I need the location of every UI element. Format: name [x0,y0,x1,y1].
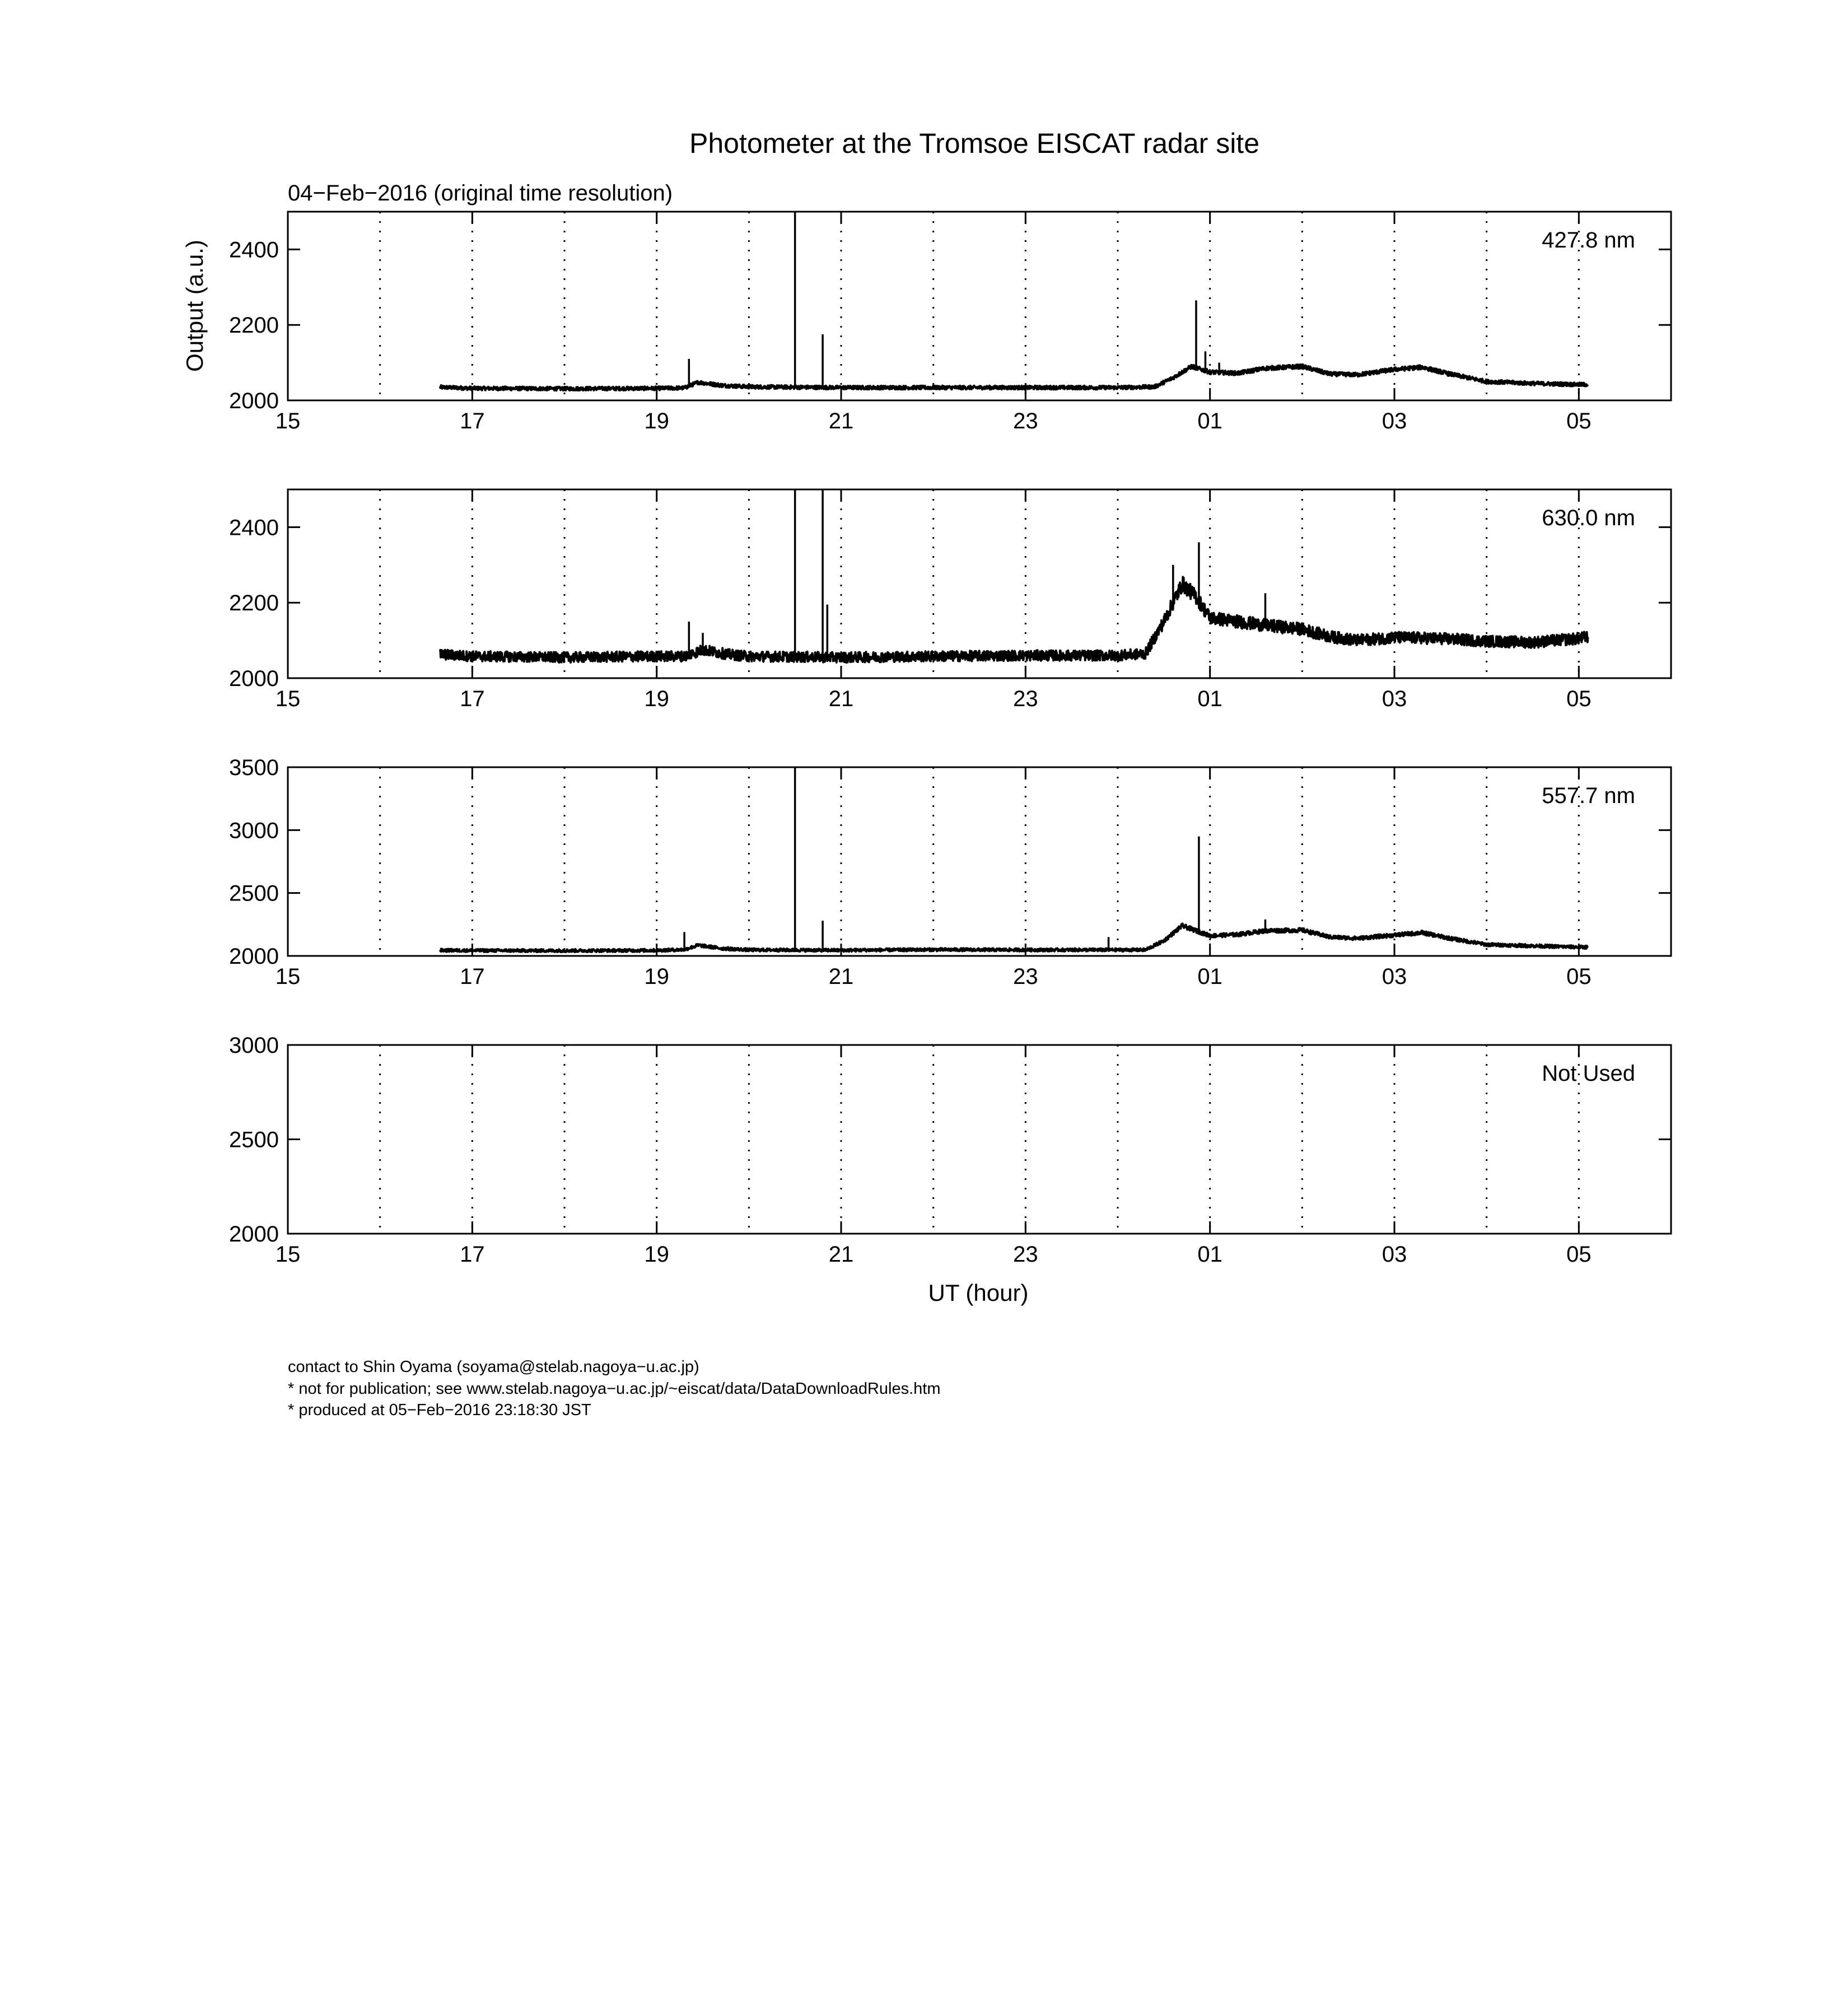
x-tick-label: 17 [460,964,485,989]
panel-frame [288,1045,1671,1234]
footer-produced-at: * produced at 05−Feb−2016 23:18:30 JST [288,1401,591,1419]
x-tick-label: 03 [1382,964,1407,989]
x-tick-label: 03 [1382,409,1407,433]
panel-label: Not Used [1542,1061,1635,1086]
chart-title: Photometer at the Tromsoe EISCAT radar site [689,128,1260,159]
y-tick-label: 2000 [229,666,279,691]
y-tick-label: 3000 [229,818,279,843]
panel-frame [288,767,1671,956]
y-tick-label: 2200 [229,313,279,338]
panel-4 [229,1033,1671,1267]
data-trace [440,577,1588,662]
x-tick-label: 21 [828,687,854,711]
x-tick-label: 23 [1013,964,1038,989]
x-tick-label: 03 [1382,687,1407,711]
footer-contact: contact to Shin Oyama (soyama@stelab.nagoya−u.ac.jp) [288,1358,699,1376]
x-tick-label: 23 [1013,409,1038,433]
y-tick-label: 3000 [229,1033,279,1058]
panel-label: 427.8 nm [1542,228,1635,253]
x-axis-label: UT (hour) [928,1280,1029,1306]
x-tick-label: 05 [1566,409,1592,433]
x-tick-label: 17 [460,1242,485,1267]
x-tick-label: 21 [828,409,854,433]
x-tick-label: 15 [275,687,301,711]
y-tick-label: 2500 [229,1127,279,1152]
panel-2 [229,489,1671,711]
x-tick-label: 15 [275,1242,301,1267]
y-tick-label: 2400 [229,237,279,263]
y-tick-label: 2000 [229,944,279,969]
x-tick-label: 01 [1197,687,1222,711]
x-tick-label: 15 [275,964,301,989]
x-tick-label: 23 [1013,687,1038,711]
panels-group [229,212,1671,1267]
x-tick-label: 21 [828,964,854,989]
data-trace [440,365,1588,391]
x-tick-label: 15 [275,409,301,433]
footer-publication-note: * not for publication; see www.stelab.nagoya−u.ac.jp/~eiscat/data/DataDownloadRules.htm [288,1380,941,1398]
x-tick-label: 01 [1197,964,1222,989]
y-tick-label: 2200 [229,591,279,616]
x-tick-label: 17 [460,409,485,433]
x-tick-label: 21 [828,1242,854,1267]
x-tick-label: 05 [1566,964,1592,989]
x-tick-label: 19 [644,687,669,711]
panel-label: 557.7 nm [1542,783,1635,808]
panel-3 [229,755,1671,989]
x-tick-label: 17 [460,687,485,711]
x-tick-label: 03 [1382,1242,1407,1267]
x-tick-label: 19 [644,1242,669,1267]
data-trace [440,923,1588,952]
y-axis-label: Output (a.u.) [181,240,208,372]
y-tick-label: 2000 [229,389,279,413]
x-tick-label: 01 [1197,1242,1222,1267]
x-tick-label: 19 [644,964,669,989]
x-tick-label: 01 [1197,409,1222,433]
y-tick-label: 2400 [229,515,279,540]
chart-subtitle: 04−Feb−2016 (original time resolution) [288,181,673,206]
x-tick-label: 19 [644,409,669,433]
panel-frame [288,212,1671,400]
panel-1 [229,212,1671,433]
y-tick-label: 2000 [229,1222,279,1247]
x-tick-label: 05 [1566,687,1592,711]
panel-label: 630.0 nm [1542,506,1635,530]
x-tick-label: 23 [1013,1242,1038,1267]
y-tick-label: 2500 [229,881,279,906]
y-tick-label: 3500 [229,755,279,780]
x-tick-label: 05 [1566,1242,1592,1267]
